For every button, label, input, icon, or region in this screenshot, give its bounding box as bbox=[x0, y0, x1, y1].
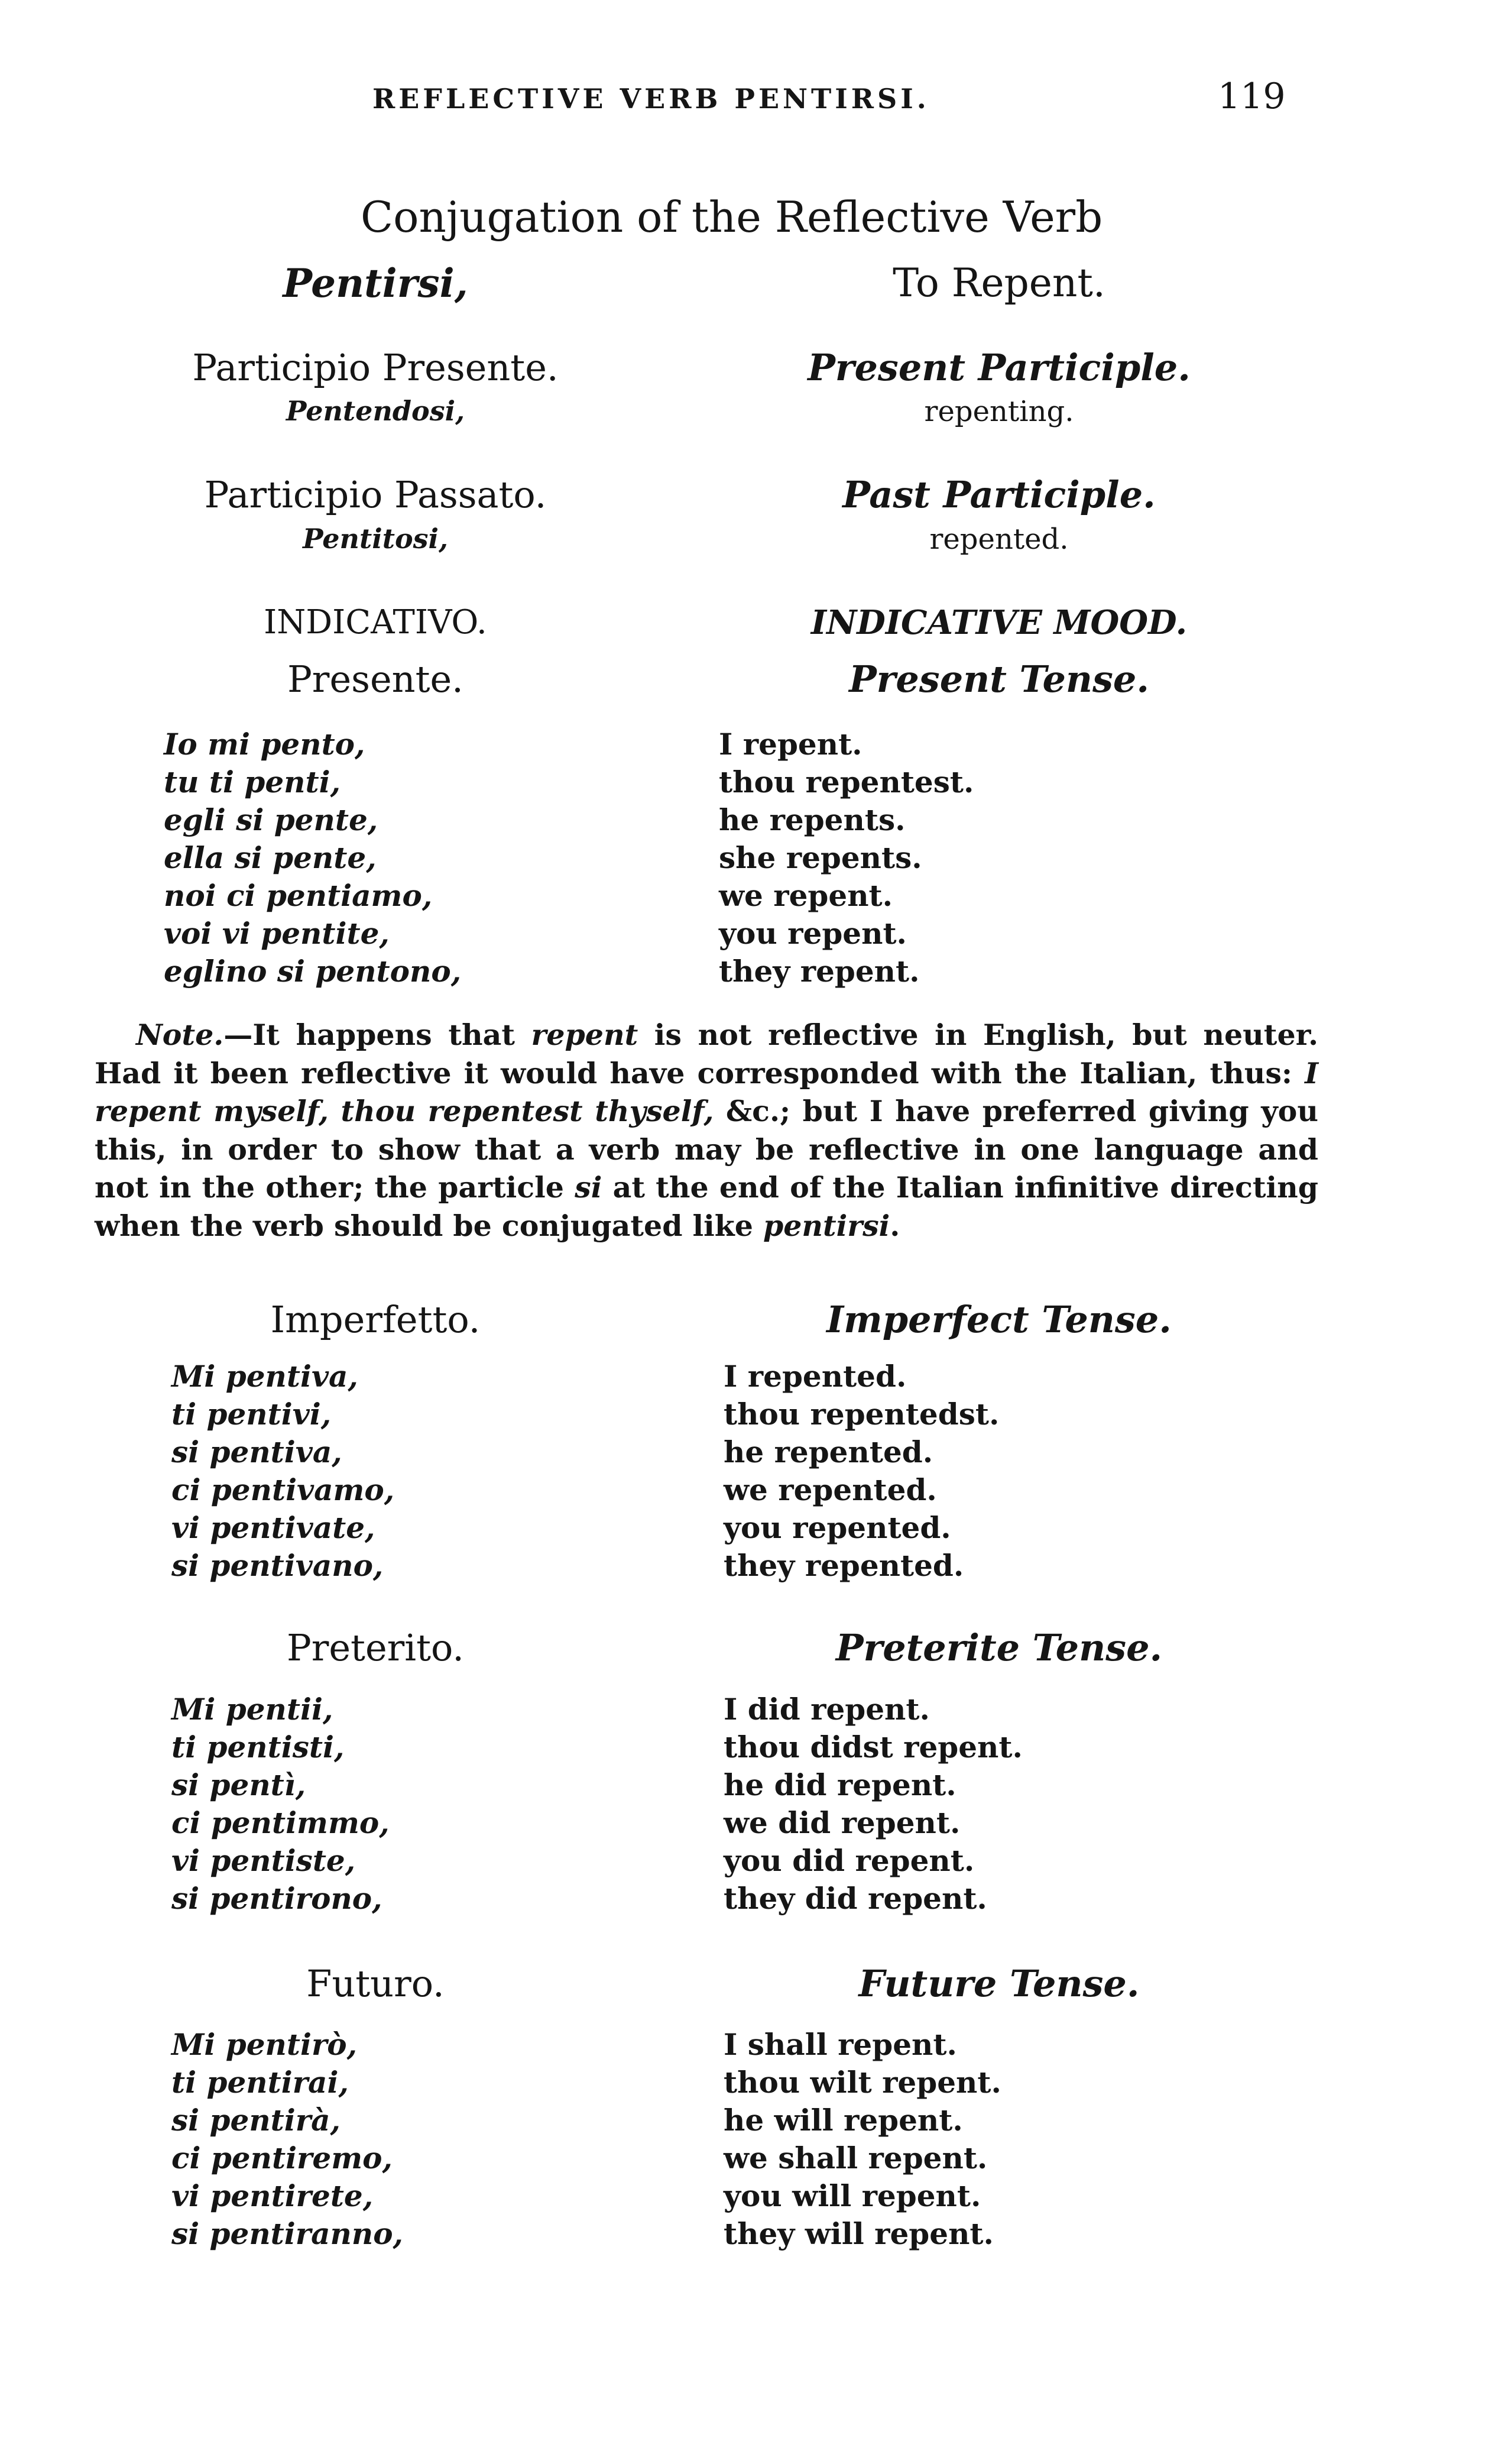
conjugation-row: si pentivano, bbox=[171, 1548, 384, 1583]
conjugation-english-list bbox=[724, 2026, 1001, 2253]
conjugation-row: you repent. bbox=[719, 916, 907, 951]
conjugation-row: he repented. bbox=[724, 1435, 933, 1469]
conjugation-row: they did repent. bbox=[724, 1881, 987, 1916]
conjugation-italian-list bbox=[164, 726, 461, 990]
conjugation-row: vi pentiste, bbox=[171, 1843, 356, 1878]
conjugation-row: voi vi pentite, bbox=[164, 916, 390, 951]
conjugation-row: Mi pentiva, bbox=[171, 1359, 358, 1394]
tense-heading-italian: Preterito. bbox=[287, 1626, 464, 1669]
running-head: REFLECTIVE VERB PENTIRSI. bbox=[372, 83, 930, 115]
conjugation-row: thou wilt repent. bbox=[724, 2065, 1001, 2100]
conjugation-row: Mi pentii, bbox=[171, 1692, 333, 1727]
conjugation-row: si pentirono, bbox=[171, 1881, 382, 1916]
participle-past-en-label: Past Participle. bbox=[842, 473, 1156, 516]
participle-past-it-label: Participio Passato. bbox=[204, 473, 547, 516]
conjugation-italian-list bbox=[171, 1358, 394, 1585]
conjugation-row: Io mi pento, bbox=[164, 727, 365, 762]
conjugation-row: eglino si pentono, bbox=[164, 954, 462, 989]
tense-heading-english: Present Tense. bbox=[849, 658, 1149, 701]
conjugation-row: si pentiva, bbox=[171, 1435, 342, 1469]
conjugation-row: they will repent. bbox=[724, 2216, 994, 2251]
participle-present-en-label: Present Participle. bbox=[808, 346, 1191, 389]
conjugation-english-list bbox=[724, 1358, 999, 1585]
conjugation-row: vi pentivate, bbox=[171, 1510, 375, 1545]
conjugation-row: tu ti penti, bbox=[164, 765, 341, 799]
conjugation-row: ci pentimmo, bbox=[171, 1805, 390, 1840]
conjugation-row: we repent. bbox=[719, 878, 893, 913]
conjugation-row: thou didst repent. bbox=[724, 1730, 1023, 1764]
participle-present-it-label: Participio Presente. bbox=[192, 346, 559, 389]
conjugation-row: ti pentirai, bbox=[171, 2065, 349, 2100]
conjugation-row: ci pentivamo, bbox=[171, 1472, 395, 1507]
mood-italian: INDICATIVO. bbox=[264, 603, 487, 642]
tense-heading-english: Preterite Tense. bbox=[835, 1626, 1163, 1669]
conjugation-row: si pentì, bbox=[171, 1767, 306, 1802]
conjugation-row: we shall repent. bbox=[724, 2141, 988, 2175]
conjugation-row: ella si pente, bbox=[164, 840, 377, 875]
tense-heading-italian: Presente. bbox=[287, 658, 463, 701]
tense-heading-english: Imperfect Tense. bbox=[826, 1298, 1172, 1341]
conjugation-row: I repent. bbox=[719, 727, 863, 762]
conjugation-row: you did repent. bbox=[724, 1843, 975, 1878]
conjugation-row: I repented. bbox=[724, 1359, 907, 1394]
conjugation-row: thou repentedst. bbox=[724, 1397, 1000, 1432]
conjugation-row: they repented. bbox=[724, 1548, 964, 1583]
note-paragraph: Note.—It happens that repent is not reflective in English, but neuter. Had it been reflective it would have corresponded with the Italian, thus: I repent myself, thou repentest thyself, &c.; but I have preferred giving you this, in order to show that a verb may be reflective in one language and not in the other; the particle si at the end of the Italian infinitive directing when the verb should be conjugated like pentirsi. bbox=[95, 1018, 1318, 1243]
participle-present-en-form: repenting. bbox=[924, 395, 1074, 428]
conjugation-row: si pentiranno, bbox=[171, 2216, 403, 2251]
conjugation-row: I shall repent. bbox=[724, 2027, 957, 2062]
participle-present-it-form: Pentendosi, bbox=[286, 395, 465, 427]
tense-heading-english: Future Tense. bbox=[858, 1962, 1140, 2005]
conjugation-italian-list bbox=[171, 1691, 390, 1918]
conjugation-english-list bbox=[719, 726, 974, 990]
conjugation-row: I did repent. bbox=[724, 1692, 930, 1727]
conjugation-row: vi pentirete, bbox=[171, 2178, 374, 2213]
conjugation-row: he will repent. bbox=[724, 2103, 963, 2138]
conjugation-row: noi ci pentiamo, bbox=[164, 878, 433, 913]
tense-heading-italian: Futuro. bbox=[306, 1962, 445, 2005]
conjugation-row: he repents. bbox=[719, 802, 906, 837]
conjugation-row: we repented. bbox=[724, 1472, 937, 1507]
participle-past-it-form: Pentitosi, bbox=[302, 523, 449, 555]
conjugation-row: ti pentivi, bbox=[171, 1397, 332, 1432]
conjugation-english-list bbox=[724, 1691, 1023, 1918]
conjugation-row: ti pentisti, bbox=[171, 1730, 345, 1764]
conjugation-row: thou repentest. bbox=[719, 765, 974, 799]
note-label: Note. bbox=[136, 1018, 224, 1052]
tense-heading-italian: Imperfetto. bbox=[270, 1298, 481, 1341]
conjugation-row: we did repent. bbox=[724, 1805, 961, 1840]
participle-past-en-form: repented. bbox=[929, 523, 1069, 556]
conjugation-row: he did repent. bbox=[724, 1767, 956, 1802]
conjugation-row: Mi pentirò, bbox=[171, 2027, 358, 2062]
mood-english: INDICATIVE MOOD. bbox=[810, 603, 1188, 642]
page-number: 119 bbox=[1218, 76, 1286, 117]
conjugation-row: ci pentiremo, bbox=[171, 2141, 393, 2175]
conjugation-row: you repented. bbox=[724, 1510, 951, 1545]
conjugation-row: si pentirà, bbox=[171, 2103, 341, 2138]
conjugation-row: you will repent. bbox=[724, 2178, 981, 2213]
conjugation-row: egli si pente, bbox=[164, 802, 378, 837]
conjugation-italian-list bbox=[171, 2026, 403, 2253]
page-title: Conjugation of the Reflective Verb bbox=[361, 192, 1103, 242]
conjugation-row: she repents. bbox=[719, 840, 922, 875]
infinitive-italian: Pentirsi, bbox=[283, 260, 468, 306]
infinitive-english: To Repent. bbox=[893, 260, 1105, 306]
conjugation-row: they repent. bbox=[719, 954, 920, 989]
